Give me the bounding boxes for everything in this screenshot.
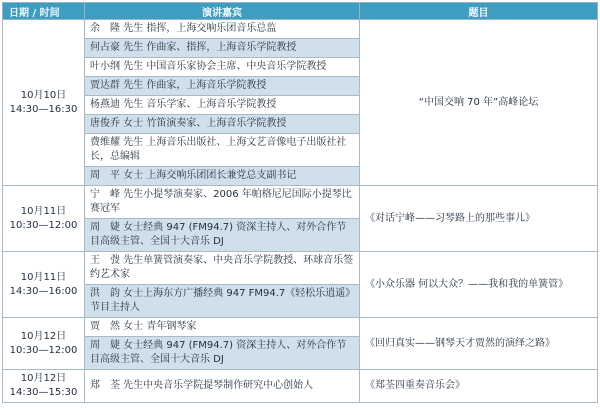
session-topic: 《对话宁峰——习琴路上的那些事儿》 (360, 186, 598, 252)
table-row (3, 252, 598, 285)
table-row (3, 186, 598, 219)
session-date-cell (3, 186, 85, 252)
session-time: 14:30—15:30 (9, 387, 78, 398)
session-topic: 《回归真实——钢琴天才贾然的演绎之路》 (360, 318, 598, 370)
session-date: 10月12日 (20, 373, 67, 384)
session-time: 14:30—16:30 (9, 103, 78, 115)
table-row (3, 370, 598, 403)
guest-cell: 王 弢 先生单簧管演奏家、中央音乐学院教授、环球音乐签约艺术家 (85, 252, 360, 285)
header-topic: 题目 (360, 3, 598, 20)
table-row (3, 318, 598, 337)
guest-cell: 宁 峰 先生小提琴演奏家、2006 年帕格尼尼国际小提琴比赛冠军 (85, 186, 360, 219)
guest-cell: 何占豪 先生 作曲家、指挥，上海音乐学院教授 (85, 39, 360, 58)
session-date: 10月10日 (20, 89, 67, 101)
session-date-cell (3, 20, 85, 186)
guest-cell: 唐俊乔 女士 竹笛演奏家、上海音乐学院教授 (85, 115, 360, 134)
guest-cell: 叶小纲 先生 中国音乐家协会主席、中央音乐学院教授 (85, 58, 360, 77)
guest-cell: 周 平 女士 上海交响乐团团长兼党总支副书记 (85, 167, 360, 186)
guest-cell: 贾 然 女士 青年钢琴家 (85, 318, 360, 337)
guest-cell: 余 隆 先生 指挥，上海交响乐团音乐总监 (85, 20, 360, 39)
session-date-cell (3, 370, 85, 403)
guest-cell: 费维耀 先生 上海音乐出版社、上海文艺音像电子出版社社长，总编辑 (85, 134, 360, 167)
guest-cell: 周 婕 女士经典 947 (FM94.7) 资深主持人、对外合作节目高级主管、全国十大音乐 DJ (85, 219, 360, 252)
header-date: 日期 / 时间 (3, 3, 85, 20)
session-date-cell (3, 252, 85, 318)
session-time: 14:30—16:00 (9, 285, 78, 297)
session-topic: 《小众乐器 何以大众？——我和我的单簧管》 (360, 252, 598, 318)
session-date: 10月11日 (20, 271, 67, 283)
session-date: 10月11日 (20, 205, 67, 217)
schedule-table (2, 2, 598, 403)
guest-cell: 贾达群 先生 作曲家，上海音乐学院教授 (85, 77, 360, 96)
header-row (3, 3, 598, 20)
guest-cell: 杨燕迪 先生 音乐学家、上海音乐学院教授 (85, 96, 360, 115)
header-guests: 演讲嘉宾 (85, 3, 360, 20)
session-date: 10月12日 (20, 330, 67, 342)
session-time: 10:30—12:00 (9, 219, 78, 231)
guest-cell: 郑 荃 先生中央音乐学院提琴制作研究中心创始人 (85, 370, 360, 403)
session-date-cell (3, 318, 85, 370)
session-topic: “中国交响 70 年”高峰论坛 (360, 20, 598, 186)
table-row (3, 20, 598, 39)
session-topic: 《郑荃四重奏音乐会》 (360, 370, 598, 403)
guest-cell: 周 婕 女士经典 947 (FM94.7) 资深主持人、对外合作节目高级主管、全国十大音乐 DJ (85, 337, 360, 370)
guest-cell: 洪 韵 女士上海东方广播经典 947 FM94.7《轻松乐逍遥》节目主持人 (85, 285, 360, 318)
session-time: 10:30—12:00 (9, 344, 78, 356)
